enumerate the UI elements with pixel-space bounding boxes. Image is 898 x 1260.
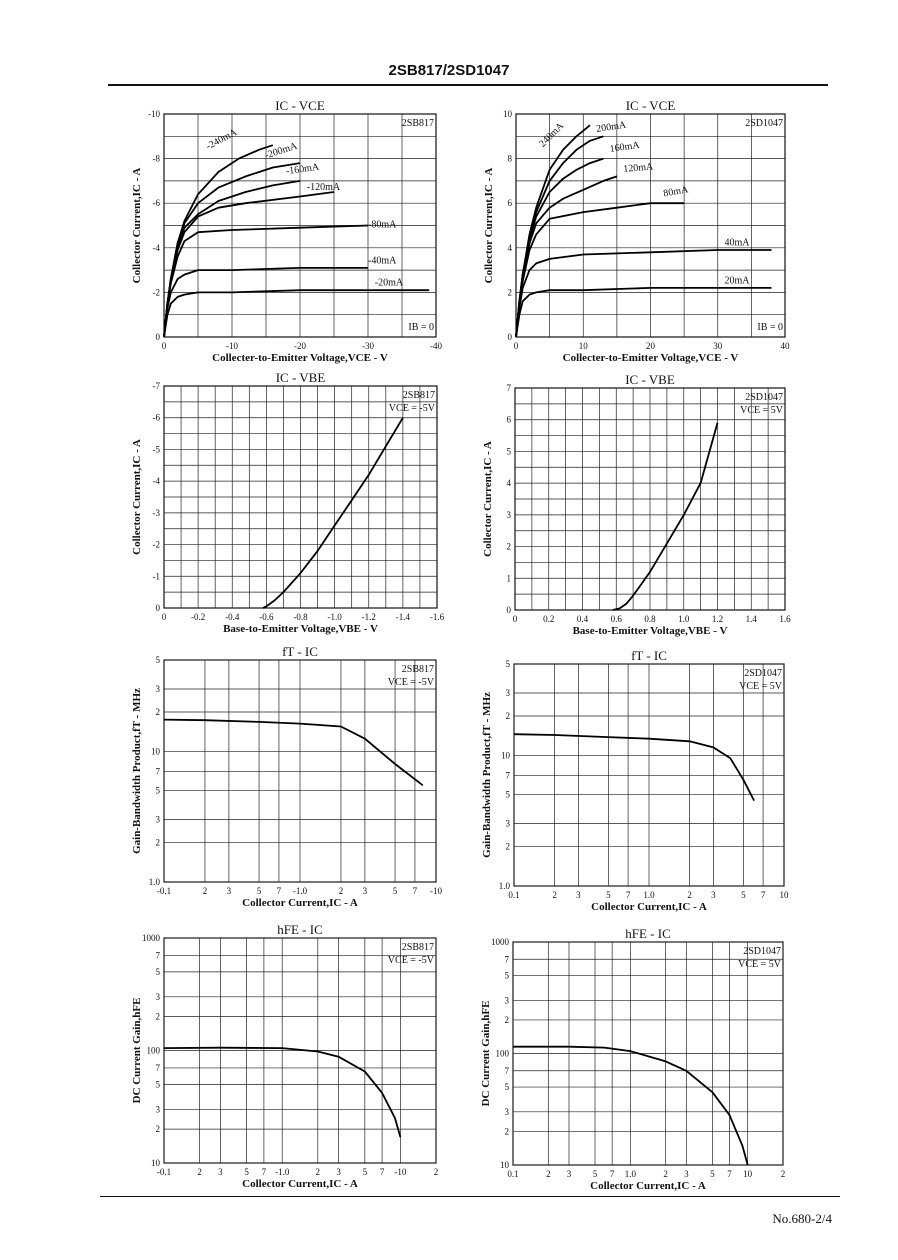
x-tick-label: 7 xyxy=(727,1169,732,1179)
footer-rule xyxy=(100,1196,840,1197)
chart-d-ic-vbe xyxy=(482,372,791,637)
y-axis-label: Collector Current,IC - A xyxy=(131,439,143,555)
x-axis-label: Collector Current,IC - A xyxy=(591,901,707,913)
x-tick-label: 20 xyxy=(646,341,655,351)
x-tick-label: 5 xyxy=(592,1169,598,1179)
series-label: 120mA xyxy=(622,161,654,175)
x-tick-label: 2 xyxy=(433,1167,439,1177)
x-axis-label: Collector Current,IC - A xyxy=(242,1178,358,1190)
x-tick-label: -0.2 xyxy=(191,612,206,622)
x-tick-label: -1.0 xyxy=(275,1167,290,1177)
series-label: -120mA xyxy=(306,181,341,193)
y-tick-label: 2 xyxy=(505,841,510,852)
y-tick-label: 0 xyxy=(155,603,160,613)
y-tick-label: 3 xyxy=(155,683,160,694)
x-tick-label: 7 xyxy=(625,890,631,900)
x-tick-label: -1.2 xyxy=(361,612,376,622)
series-label: 80mA xyxy=(662,184,690,200)
x-tick-label: -20 xyxy=(294,341,306,351)
series-line xyxy=(613,423,718,610)
series-label: 40mA xyxy=(724,237,750,249)
y-tick-label: 3 xyxy=(504,1106,509,1117)
x-tick-label: 7 xyxy=(261,1167,267,1177)
x-tick-label: -0.1 xyxy=(156,886,172,896)
x-tick-label: 5 xyxy=(710,1169,715,1179)
y-tick-label: 5 xyxy=(155,1079,160,1090)
chart-title: IC - VBE xyxy=(275,370,326,385)
series-label: -240mA xyxy=(204,126,240,153)
x-tick-label: 0.1 xyxy=(508,890,520,900)
x-axis-label: Collector Current,IC - A xyxy=(242,897,358,909)
chart-d-ic-vce xyxy=(483,98,790,364)
x-tick-label: 1.4 xyxy=(745,614,757,624)
x-tick-label: 0 xyxy=(513,341,519,351)
y-tick-label: 2 xyxy=(507,287,512,298)
x-tick-label: 5 xyxy=(741,890,746,900)
series-label: 200mA xyxy=(595,119,627,135)
series-label: -40mA xyxy=(368,255,397,267)
x-tick-label: 3 xyxy=(576,890,581,900)
chart-b-hfe-ic xyxy=(131,922,438,1190)
x-tick-label: 1.0 xyxy=(643,890,655,900)
x-tick-label: 2 xyxy=(202,886,208,896)
y-tick-label: 5 xyxy=(506,446,511,457)
y-tick-label: 1.0 xyxy=(148,877,160,887)
series-label: -160mA xyxy=(285,161,320,178)
y-tick-label: 5 xyxy=(504,970,509,981)
x-tick-label: 2 xyxy=(197,1167,202,1177)
page-title: 2SB817/2SD1047 xyxy=(388,62,510,79)
x-tick-label: 3 xyxy=(684,1169,689,1179)
x-tick-label: 5 xyxy=(392,886,398,896)
test-condition: VCE = 5V xyxy=(739,681,782,692)
x-tick-label: 7 xyxy=(379,1167,385,1177)
test-condition: IB = 0 xyxy=(408,322,434,333)
y-tick-label: 7 xyxy=(505,770,510,781)
test-condition: VCE = -5V xyxy=(387,677,434,688)
device-tag: 2SD1047 xyxy=(744,668,782,679)
x-axis-label: Collecter-to-Emitter Voltage,VCE - V xyxy=(212,352,388,364)
y-tick-label: 4 xyxy=(507,242,512,253)
y-tick-label: 2 xyxy=(504,1126,509,1137)
y-tick-label: 7 xyxy=(504,1065,509,1076)
test-condition: VCE = -5V xyxy=(388,403,435,414)
x-axis-label: Collecter-to-Emitter Voltage,VCE - V xyxy=(562,352,739,364)
y-tick-label: 10 xyxy=(501,750,510,761)
chart-title: hFE - IC xyxy=(625,926,671,941)
x-tick-label: -1.0 xyxy=(327,612,342,622)
x-tick-label: -10 xyxy=(226,341,238,351)
chart-title: IC - VCE xyxy=(625,98,676,113)
y-tick-label: 0 xyxy=(506,605,511,615)
y-tick-label: 100 xyxy=(146,1045,160,1056)
series-label: -80mA xyxy=(368,219,397,231)
y-tick-label: 3 xyxy=(506,509,511,520)
x-tick-label: 1.6 xyxy=(779,614,791,624)
device-tag: 2SB817 xyxy=(401,664,434,675)
device-tag: 2SD1047 xyxy=(745,392,783,403)
y-tick-label: 2 xyxy=(504,1014,509,1025)
y-tick-label: 10 xyxy=(500,1160,509,1170)
y-tick-label: 8 xyxy=(507,153,512,164)
x-tick-label: -1.0 xyxy=(292,886,308,896)
y-tick-label: 1000 xyxy=(491,937,509,947)
y-tick-label: -6 xyxy=(152,198,160,209)
y-tick-label: 5 xyxy=(505,789,510,800)
device-tag: 2SB817 xyxy=(402,390,435,401)
x-tick-label: 2 xyxy=(315,1167,321,1177)
test-condition: VCE = 5V xyxy=(740,405,783,416)
series-line xyxy=(516,136,603,337)
x-tick-label: 3 xyxy=(362,886,368,896)
x-tick-label: 7 xyxy=(760,890,766,900)
x-tick-label: 10 xyxy=(743,1169,753,1179)
x-tick-label: -40 xyxy=(430,341,442,351)
x-tick-label: 0.4 xyxy=(576,614,589,624)
chart-title: IC - VBE xyxy=(625,372,675,387)
series-line xyxy=(516,288,772,337)
device-tag: 2SD1047 xyxy=(743,946,781,957)
y-tick-label: -10 xyxy=(148,109,160,119)
x-tick-label: -10 xyxy=(394,1167,407,1177)
y-tick-label: 5 xyxy=(155,785,160,796)
y-tick-label: -3 xyxy=(152,507,160,518)
x-tick-label: -0.8 xyxy=(293,612,308,622)
x-tick-label: 7 xyxy=(609,1169,615,1179)
x-tick-label: 1.0 xyxy=(678,614,690,624)
y-tick-label: 6 xyxy=(507,198,512,209)
y-tick-label: -4 xyxy=(152,242,160,253)
y-tick-label: -5 xyxy=(152,444,160,455)
y-tick-label: -7 xyxy=(152,381,160,391)
y-tick-label: -6 xyxy=(152,412,160,423)
x-tick-label: 2 xyxy=(687,890,692,900)
x-tick-label: 10 xyxy=(779,890,789,900)
x-tick-label: 40 xyxy=(780,341,790,351)
y-axis-label: Collector Current,IC - A xyxy=(131,167,143,284)
x-tick-label: -0.6 xyxy=(259,612,274,622)
y-tick-label: 3 xyxy=(504,995,509,1006)
y-tick-label: -2 xyxy=(152,287,160,298)
x-tick-label: 5 xyxy=(256,886,262,896)
y-tick-label: 1000 xyxy=(142,933,160,943)
series-label: 160mA xyxy=(609,139,641,155)
y-tick-label: 1.0 xyxy=(498,881,510,891)
chart-title: hFE - IC xyxy=(277,922,323,937)
y-tick-label: -1 xyxy=(152,571,160,582)
x-tick-label: 3 xyxy=(226,886,232,896)
x-tick-label: 3 xyxy=(218,1167,223,1177)
y-tick-label: 3 xyxy=(155,991,160,1002)
y-tick-label: 7 xyxy=(155,766,160,777)
chart-title: fT - IC xyxy=(282,644,318,659)
x-tick-label: -30 xyxy=(362,341,374,351)
x-tick-label: 0 xyxy=(512,614,518,624)
chart-b-ic-vce xyxy=(131,98,442,364)
x-tick-label: 2 xyxy=(552,890,557,900)
y-tick-label: 5 xyxy=(504,1082,509,1093)
x-tick-label: 3 xyxy=(711,890,716,900)
y-tick-label: 2 xyxy=(155,706,160,717)
y-tick-label: 0 xyxy=(155,332,160,342)
y-tick-label: 10 xyxy=(151,1158,160,1168)
y-tick-label: 3 xyxy=(505,687,510,698)
x-tick-label: 5 xyxy=(362,1167,368,1177)
y-tick-label: -2 xyxy=(152,539,160,550)
test-condition: VCE = -5V xyxy=(387,955,434,966)
device-tag: 2SB817 xyxy=(401,118,434,129)
x-tick-label: 0 xyxy=(161,341,167,351)
y-tick-label: 10 xyxy=(503,109,512,119)
series-line xyxy=(164,290,429,337)
chart-d-ft-ic xyxy=(481,648,789,913)
y-tick-label: 7 xyxy=(504,954,509,965)
x-tick-label: 1.0 xyxy=(624,1169,636,1179)
x-tick-label: 7 xyxy=(412,886,418,896)
chart-b-ft-ic xyxy=(131,644,442,909)
y-tick-label: 100 xyxy=(495,1048,509,1059)
x-tick-label: 0.6 xyxy=(610,614,622,624)
y-tick-label: 2 xyxy=(155,837,160,848)
x-tick-label: -0.4 xyxy=(225,612,240,622)
series-label: -200mA xyxy=(263,140,299,162)
chart-title: IC - VCE xyxy=(275,98,325,113)
series-line xyxy=(514,734,754,800)
y-axis-label: DC Current Gain,hFE xyxy=(131,997,143,1104)
device-tag: 2SD1047 xyxy=(745,118,783,129)
y-axis-label: Collector Current,IC - A xyxy=(482,441,494,557)
x-tick-label: 3 xyxy=(566,1169,572,1179)
x-tick-label: 7 xyxy=(276,886,282,896)
x-tick-label: 1.2 xyxy=(711,614,724,624)
x-tick-label: 0.2 xyxy=(543,614,555,624)
y-tick-label: 1 xyxy=(506,573,511,584)
x-tick-label: 0.8 xyxy=(644,614,656,624)
x-axis-label: Collector Current,IC - A xyxy=(590,1180,706,1192)
x-tick-label: 5 xyxy=(606,890,611,900)
series-line xyxy=(516,250,772,337)
y-tick-label: 3 xyxy=(155,1104,160,1115)
y-tick-label: 6 xyxy=(506,414,511,425)
series-line xyxy=(516,125,590,337)
x-axis-label: Base-to-Emitter Voltage,VBE - V xyxy=(223,623,378,635)
chart-b-ic-vbe xyxy=(131,370,445,635)
y-tick-label: 4 xyxy=(506,478,511,489)
y-tick-label: 5 xyxy=(505,659,510,669)
y-tick-label: 3 xyxy=(155,814,160,825)
x-tick-label: 2 xyxy=(338,886,344,896)
y-tick-label: 3 xyxy=(505,818,510,829)
x-tick-label: 2 xyxy=(780,1169,786,1179)
x-tick-label: 2 xyxy=(546,1169,551,1179)
x-tick-label: 0 xyxy=(161,612,167,622)
y-tick-label: -8 xyxy=(152,153,160,164)
test-condition: IB = 0 xyxy=(757,322,783,333)
y-tick-label: 5 xyxy=(155,966,160,977)
y-axis-label: Collector Current,IC - A xyxy=(483,167,495,284)
y-tick-label: 2 xyxy=(505,710,510,721)
x-tick-label: -10 xyxy=(430,886,442,896)
chart-d-hfe-ic xyxy=(480,926,785,1192)
x-tick-label: 30 xyxy=(713,341,723,351)
x-tick-label: -1.4 xyxy=(395,612,410,622)
series-label: 240mA xyxy=(537,120,567,150)
chart-title: fT - IC xyxy=(631,648,667,663)
x-tick-label: 5 xyxy=(244,1167,249,1177)
series-line xyxy=(164,192,334,337)
test-condition: VCE = 5V xyxy=(738,959,781,970)
x-tick-label: 10 xyxy=(578,341,588,351)
y-tick-label: 0 xyxy=(507,332,512,342)
series-label: -20mA xyxy=(374,277,404,289)
y-tick-label: 7 xyxy=(155,950,160,961)
y-tick-label: 2 xyxy=(155,1011,160,1022)
y-tick-label: -4 xyxy=(152,476,160,487)
y-tick-label: 5 xyxy=(155,655,160,665)
x-tick-label: 3 xyxy=(336,1167,341,1177)
x-tick-label: 2 xyxy=(663,1169,668,1179)
x-axis-label: Base-to-Emitter Voltage,VBE - V xyxy=(572,625,728,637)
y-axis-label: DC Current Gain,hFE xyxy=(480,1000,492,1107)
series-label: 20mA xyxy=(724,275,750,287)
x-tick-label: -0.1 xyxy=(156,1167,172,1177)
device-tag: 2SB817 xyxy=(401,942,434,953)
series-line xyxy=(164,720,423,786)
y-tick-label: 2 xyxy=(506,541,511,552)
page-number: No.680-2/4 xyxy=(772,1211,832,1226)
x-tick-label: 0.1 xyxy=(507,1169,519,1179)
y-axis-label: Gain-Bandwidth Product,fT - MHz xyxy=(481,692,493,858)
y-axis-label: Gain-Bandwidth Product,fT - MHz xyxy=(131,688,143,854)
y-tick-label: 2 xyxy=(155,1124,160,1135)
y-tick-label: 10 xyxy=(151,746,160,757)
y-tick-label: 7 xyxy=(506,383,511,393)
x-tick-label: -1.6 xyxy=(429,612,445,622)
y-tick-label: 7 xyxy=(155,1062,160,1073)
